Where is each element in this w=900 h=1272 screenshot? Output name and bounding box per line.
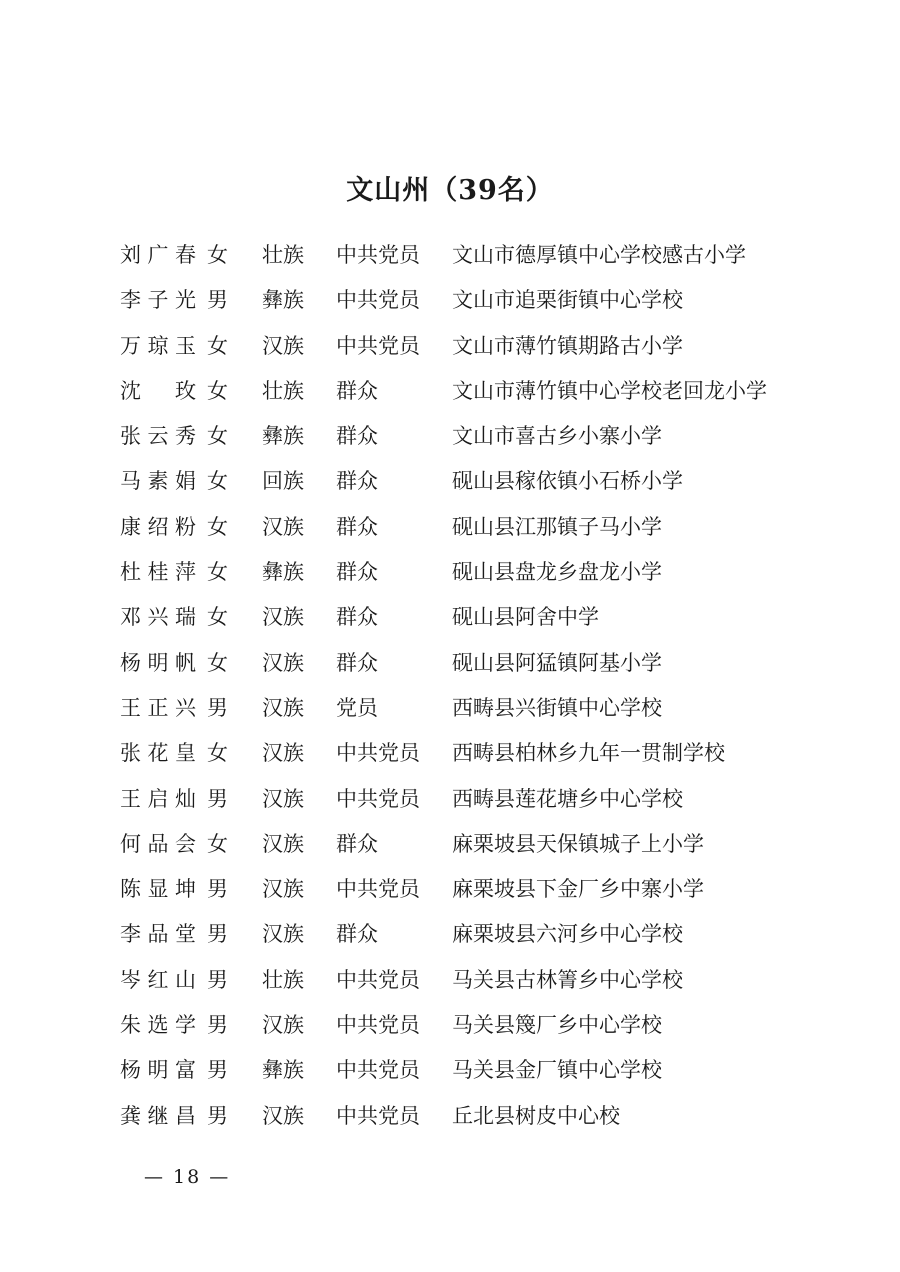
person-ethnicity: 回族: [262, 469, 304, 494]
person-gender: 女: [207, 424, 228, 449]
person-gender: 男: [207, 786, 228, 811]
roster-row: [120, 414, 840, 459]
person-ethnicity: 汉族: [262, 922, 304, 947]
person-gender: 男: [207, 877, 228, 902]
person-political-status: 中共党员: [336, 967, 420, 992]
person-name: 杜桂萍: [120, 560, 196, 585]
person-name: 邓兴瑞: [120, 605, 196, 630]
person-political-status: 群众: [336, 650, 378, 675]
person-workplace: 砚山县盘龙乡盘龙小学: [452, 560, 662, 585]
person-name: 王正兴: [120, 695, 196, 720]
person-name: 李品堂: [120, 922, 196, 947]
person-political-status: 中共党员: [336, 741, 420, 766]
roster-row: [120, 369, 840, 414]
person-gender: 女: [207, 605, 228, 630]
person-name: 龚继昌: [120, 1103, 196, 1128]
person-ethnicity: 汉族: [262, 1103, 304, 1128]
roster-row: [120, 233, 840, 278]
person-gender: 男: [207, 288, 228, 313]
person-political-status: 群众: [336, 605, 378, 630]
person-workplace: 西畴县柏林乡九年一贯制学校: [452, 741, 725, 766]
person-workplace: 砚山县稼依镇小石桥小学: [452, 469, 683, 494]
person-gender: 女: [207, 469, 228, 494]
person-ethnicity: 汉族: [262, 1013, 304, 1038]
person-name: 马素娟: [120, 469, 196, 494]
person-ethnicity: 彝族: [262, 424, 304, 449]
person-workplace: 马关县金厂镇中心学校: [452, 1058, 662, 1083]
roster-row: [120, 505, 840, 550]
person-name: 何品会: [120, 831, 196, 856]
person-political-status: 中共党员: [336, 243, 420, 267]
person-name: 王启灿: [120, 786, 196, 811]
person-ethnicity: 汉族: [262, 333, 304, 358]
roster-row: [120, 731, 840, 776]
person-name: 万琼玉: [120, 333, 196, 358]
person-gender: 女: [207, 741, 228, 766]
person-name: 张云秀: [120, 424, 196, 449]
person-political-status: 群众: [336, 378, 378, 403]
section-title: 文山州（39名）: [346, 175, 554, 206]
person-workplace: 文山市追栗街镇中心学校: [452, 288, 683, 313]
person-workplace: 西畴县兴街镇中心学校: [452, 695, 662, 720]
person-ethnicity: 彝族: [262, 560, 304, 585]
person-name: 刘广春: [120, 243, 196, 267]
person-political-status: 中共党员: [336, 1058, 420, 1083]
person-political-status: 群众: [336, 469, 378, 494]
roster-row: [120, 595, 840, 640]
person-political-status: 中共党员: [336, 1013, 420, 1038]
roster-list: [120, 233, 840, 1139]
person-ethnicity: 汉族: [262, 605, 304, 630]
person-ethnicity: 汉族: [262, 786, 304, 811]
person-name: 杨明富: [120, 1058, 196, 1083]
roster-row: [120, 1048, 840, 1093]
person-political-status: 群众: [336, 831, 378, 856]
person-workplace: 西畴县莲花塘乡中心学校: [452, 786, 683, 811]
person-ethnicity: 汉族: [262, 741, 304, 766]
roster-row: [120, 1003, 840, 1048]
person-ethnicity: 壮族: [262, 243, 304, 267]
roster-row: [120, 550, 840, 595]
person-gender: 男: [207, 1103, 228, 1128]
person-gender: 女: [207, 831, 228, 856]
person-ethnicity: 彝族: [262, 288, 304, 313]
person-workplace: 麻栗坡县下金厂乡中寨小学: [452, 877, 704, 902]
roster-row: [120, 912, 840, 957]
person-gender: 女: [207, 560, 228, 585]
person-political-status: 群众: [336, 560, 378, 585]
roster-row: [120, 867, 840, 912]
person-name: 岑红山: [120, 967, 196, 992]
person-gender: 男: [207, 1058, 228, 1083]
person-name: 陈显坤: [120, 877, 196, 902]
roster-row: [120, 278, 840, 323]
person-workplace: 文山市薄竹镇期路古小学: [452, 333, 683, 358]
person-ethnicity: 汉族: [262, 877, 304, 902]
roster-row: [120, 324, 840, 369]
person-gender: 男: [207, 922, 228, 947]
person-gender: 女: [207, 378, 228, 403]
person-workplace: 砚山县江那镇子马小学: [452, 514, 662, 539]
person-gender: 男: [207, 695, 228, 720]
roster-row: [120, 958, 840, 1003]
person-name: 朱选学: [120, 1013, 196, 1038]
person-workplace: 砚山县阿舍中学: [452, 605, 599, 630]
person-ethnicity: 壮族: [262, 378, 304, 403]
person-workplace: 文山市薄竹镇中心学校老回龙小学: [452, 378, 767, 403]
person-workplace: 马关县篾厂乡中心学校: [452, 1013, 662, 1038]
page-number: — 18 —: [144, 1166, 231, 1188]
person-ethnicity: 壮族: [262, 967, 304, 992]
person-political-status: 群众: [336, 424, 378, 449]
person-workplace: 文山市德厚镇中心学校感古小学: [452, 243, 746, 267]
person-workplace: 砚山县阿猛镇阿基小学: [452, 650, 662, 675]
person-ethnicity: 彝族: [262, 1058, 304, 1083]
person-workplace: 丘北县树皮中心校: [452, 1103, 620, 1128]
person-gender: 女: [207, 650, 228, 675]
roster-row: [120, 459, 840, 504]
person-ethnicity: 汉族: [262, 650, 304, 675]
roster-row: [120, 822, 840, 867]
person-workplace: 文山市喜古乡小寨小学: [452, 424, 662, 449]
person-political-status: 中共党员: [336, 786, 420, 811]
person-political-status: 中共党员: [336, 333, 420, 358]
roster-row: [120, 777, 840, 822]
person-gender: 女: [207, 333, 228, 358]
person-workplace: 麻栗坡县六河乡中心学校: [452, 922, 683, 947]
person-political-status: 党员: [336, 695, 378, 720]
person-name: 李子光: [120, 288, 196, 313]
person-political-status: 群众: [336, 514, 378, 539]
person-gender: 男: [207, 967, 228, 992]
roster-row: [120, 686, 840, 731]
person-workplace: 麻栗坡县天保镇城子上小学: [452, 831, 704, 856]
person-political-status: 中共党员: [336, 1103, 420, 1128]
person-gender: 女: [207, 243, 228, 267]
person-name: 沈玫: [120, 378, 196, 403]
person-workplace: 马关县古林箐乡中心学校: [452, 967, 683, 992]
person-political-status: 中共党员: [336, 877, 420, 902]
roster-row: [120, 1094, 840, 1139]
person-name: 张花皇: [120, 741, 196, 766]
roster-row: [120, 641, 840, 686]
person-name: 康绍粉: [120, 514, 196, 539]
person-ethnicity: 汉族: [262, 514, 304, 539]
person-ethnicity: 汉族: [262, 831, 304, 856]
person-name: 杨明帆: [120, 650, 196, 675]
person-ethnicity: 汉族: [262, 695, 304, 720]
person-political-status: 中共党员: [336, 288, 420, 313]
person-political-status: 群众: [336, 922, 378, 947]
person-gender: 女: [207, 514, 228, 539]
person-gender: 男: [207, 1013, 228, 1038]
